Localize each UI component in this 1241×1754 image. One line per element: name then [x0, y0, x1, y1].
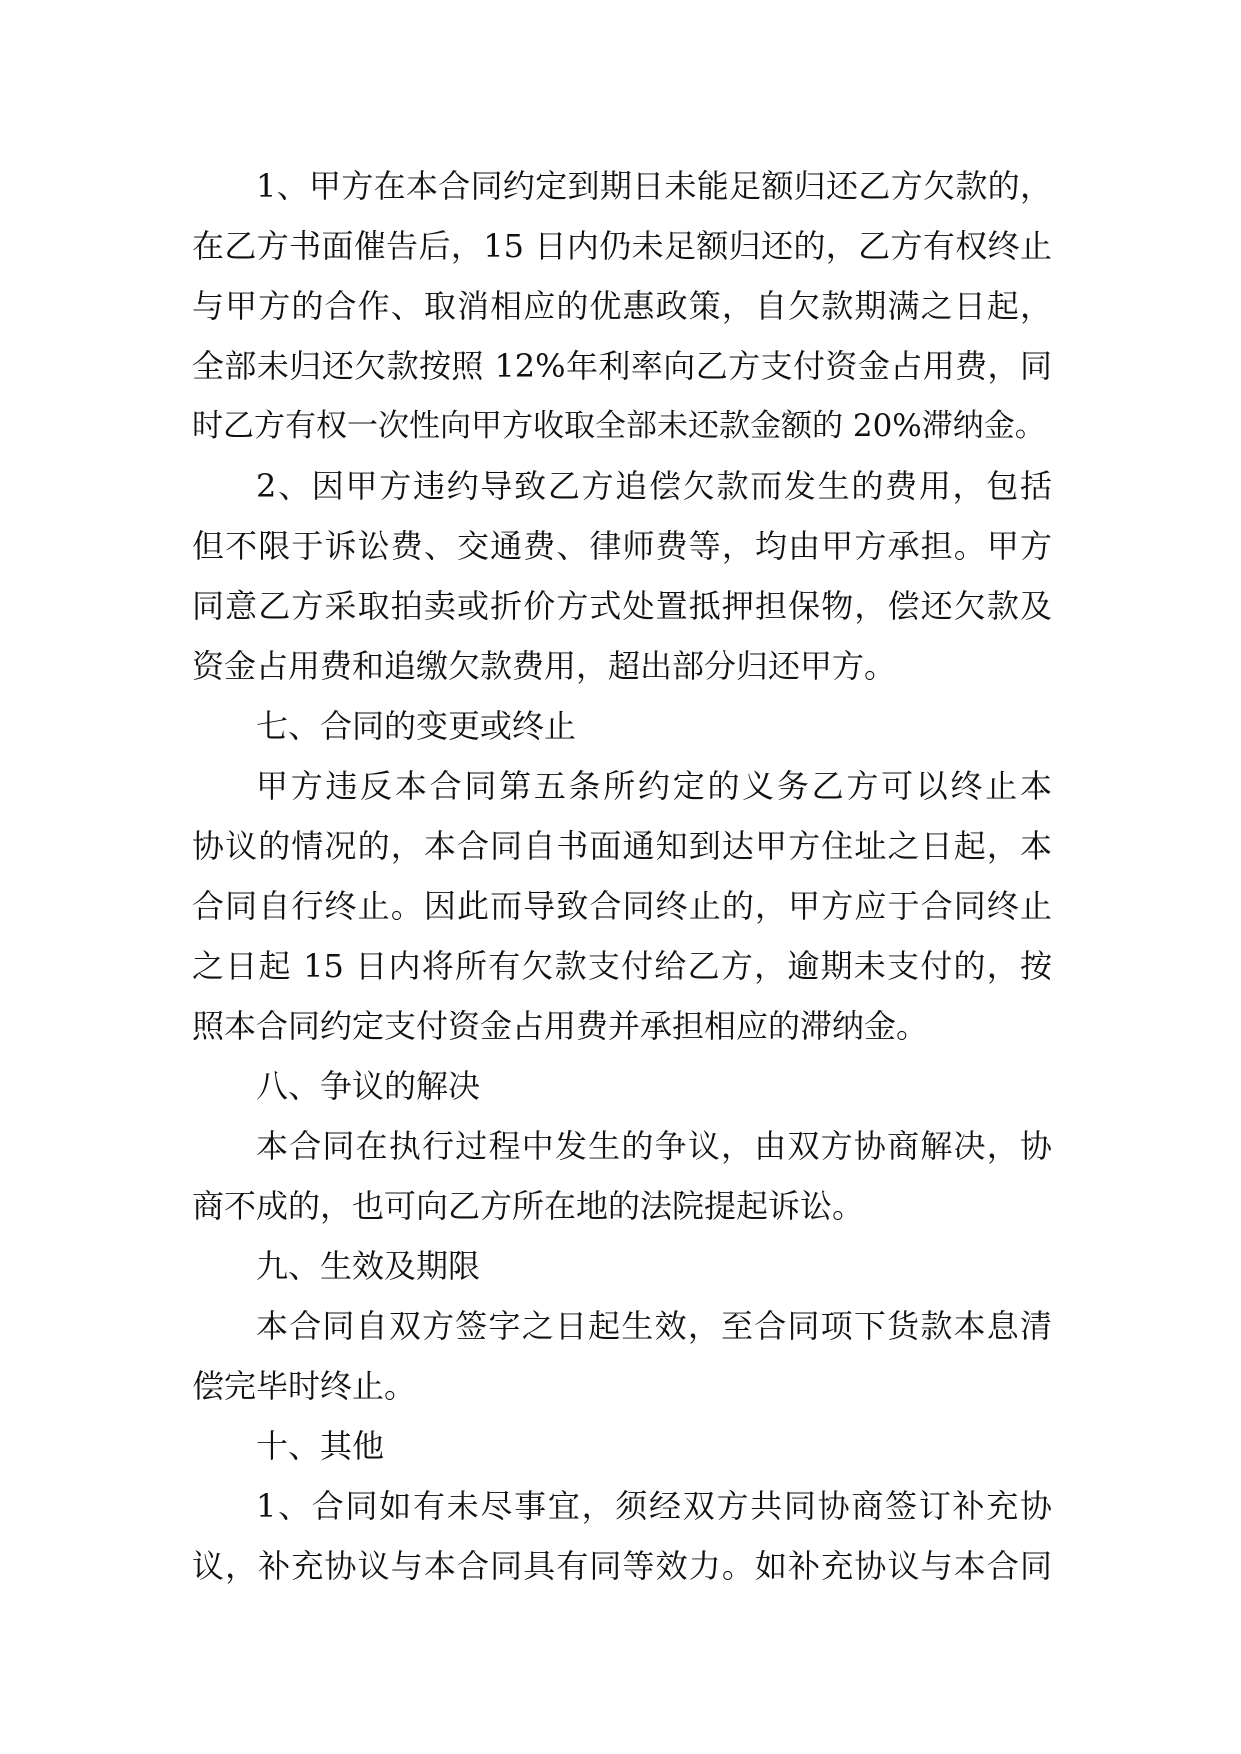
text-line: 1、甲方在本合同约定到期日未能足额归还乙方欠款的，	[256, 167, 1052, 205]
text-line: 但不限于诉讼费、交通费、律师费等，均由甲方承担。甲方	[192, 527, 1052, 565]
text-line: 之日起 15 日内将所有欠款支付给乙方，逾期未支付的，按	[192, 947, 1052, 985]
text-line: 1、合同如有未尽事宜，须经双方共同协商签订补充协	[256, 1487, 1052, 1525]
text-line: 合同自行终止。因此而导致合同终止的，甲方应于合同终止	[192, 887, 1052, 925]
text-line: 在乙方书面催告后，15 日内仍未足额归还的，乙方有权终止	[192, 227, 1052, 265]
section-heading: 九、生效及期限	[256, 1247, 481, 1285]
text-line: 时乙方有权一次性向甲方收取全部未还款金额的 20%滞纳金。	[192, 408, 1046, 444]
text-line: 议，补充协议与本合同具有同等效力。如补充协议与本合同	[192, 1547, 1052, 1585]
text-line: 与甲方的合作、取消相应的优惠政策，自欠款期满之日起，	[192, 287, 1052, 325]
text-line: 甲方违反本合同第五条所约定的义务乙方可以终止本	[256, 767, 1052, 805]
text-line: 全部未归还欠款按照 12%年利率向乙方支付资金占用费，同	[192, 347, 1052, 385]
text-line: 资金占用费和追缴欠款费用，超出部分归还甲方。	[192, 647, 897, 685]
text-line: 2、因甲方违约导致乙方追偿欠款而发生的费用，包括	[256, 467, 1052, 505]
text-line: 本合同在执行过程中发生的争议，由双方协商解决，协	[256, 1127, 1052, 1165]
document-page	[192, 156, 1052, 1596]
section-heading: 十、其他	[256, 1427, 385, 1465]
text-line: 本合同自双方签字之日起生效，至合同项下货款本息清	[256, 1307, 1052, 1345]
text-line: 照本合同约定支付资金占用费并承担相应的滞纳金。	[192, 1007, 929, 1045]
text-line: 同意乙方采取拍卖或折价方式处置抵押担保物，偿还欠款及	[192, 587, 1052, 625]
section-heading: 七、合同的变更或终止	[256, 707, 577, 745]
section-heading: 八、争议的解决	[256, 1067, 481, 1105]
text-line: 偿完毕时终止。	[192, 1367, 417, 1405]
text-line: 商不成的，也可向乙方所在地的法院提起诉讼。	[192, 1187, 865, 1225]
text-line: 协议的情况的，本合同自书面通知到达甲方住址之日起，本	[192, 827, 1052, 865]
